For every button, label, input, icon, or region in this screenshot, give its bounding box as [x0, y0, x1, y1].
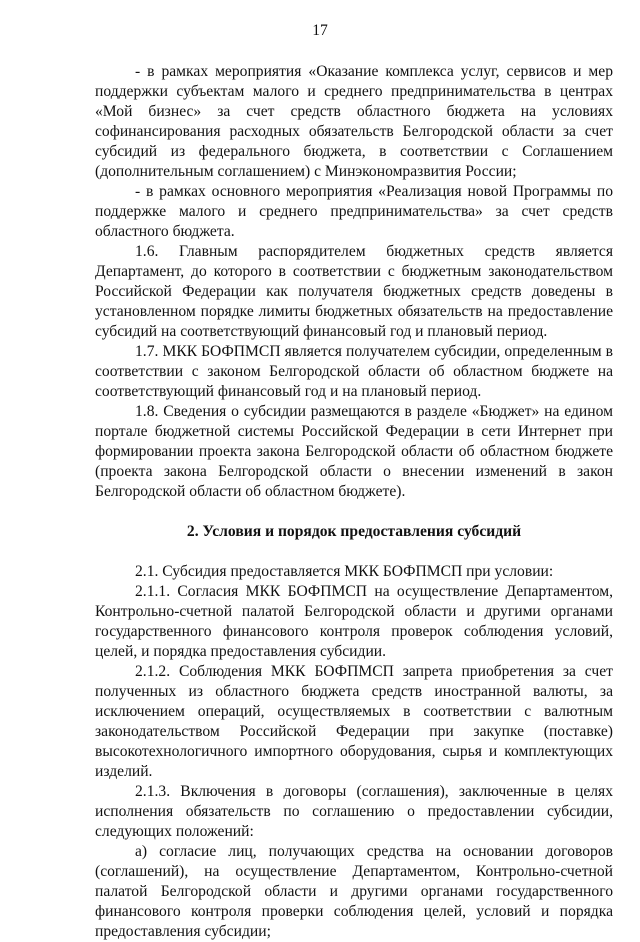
paragraph-support-measures: - в рамках мероприятия «Оказание комплекса услуг, сервисов и мер поддержки субъектам малого и среднего предпринимательства в центрах «Мой бизнес» за счет средств областного бюджета на условиях софинансирования расходных обязательств Белгородской области за счет субсидий из федерального бюджета, в соответствии с Соглашением (дополнительным соглашением) с Минэкономразвития России; [95, 63, 613, 180]
paragraph-1-6: 1.6. Главным распорядителем бюджетных средств является Департамент, до которого в соответствии с бюджетным законодательством Российской Федерации как получателя бюджетных средств доведены в установленном порядке лимиты бюджетных обязательств на предоставление субсидий на соответствующий финансовый год и плановый период. [95, 243, 613, 340]
paragraph-2-1-2: 2.1.2. Соблюдения МКК БОФПМСП запрета приобретения за счет полученных из областного бюджета средств иностранной валюты, за исключением операций, осуществляемых в соответствии с валютным законодательством Российской Федерации при закупке (поставке) высокотехнологичного импортного оборудования, сырья и комплектующих изделий. [95, 663, 613, 780]
paragraph-2-1: 2.1. Субсидия предоставляется МКК БОФПМСП при условии: [135, 563, 554, 580]
paragraph-2-1-1: 2.1.1. Согласия МКК БОФПМСП на осуществление Департаментом, Контрольно-счетной палатой Белгородской области и другими органами государственного финансового контроля проверок соблюдения условий, целей, и порядка предоставления субсидии. [95, 583, 613, 660]
paragraph-1-7: 1.7. МКК БОФПМСП является получателем субсидии, определенным в соответствии с законом Белгородской области об областном бюджете на соответствующий финансовый год и на плановый период. [95, 343, 613, 400]
document-body [95, 62, 613, 942]
paragraph-2-1-3-a: а) согласие лиц, получающих средства на основании договоров (соглашений), на осуществление Департаментом, Контрольно-счетной палатой Белгородской области и другими органами государственного финансового контроля проверки соблюдения целей, условий и порядка предоставления субсидии; [95, 843, 613, 940]
page-number: 17 [312, 22, 328, 39]
paragraph-2-1-3: 2.1.3. Включения в договоры (соглашения), заключенные в целях исполнения обязательств по соглашению о предоставлении субсидии, следующих положений: [95, 783, 613, 840]
paragraph-1-8: 1.8. Сведения о субсидии размещаются в разделе «Бюджет» на едином портале бюджетной системы Российской Федерации в сети Интернет при формировании проекта закона Белгородской области об областном бюджете (проекта закона Белгородской области о внесении изменений в закон Белгородской области об областном бюджете). [95, 403, 613, 500]
section-heading: 2. Условия и порядок предоставления субсидий [186, 523, 522, 540]
paragraph-main-event: - в рамках основного мероприятия «Реализация новой Программы по поддержке малого и среднего предпринимательства» за счет средств областного бюджета. [95, 183, 613, 240]
